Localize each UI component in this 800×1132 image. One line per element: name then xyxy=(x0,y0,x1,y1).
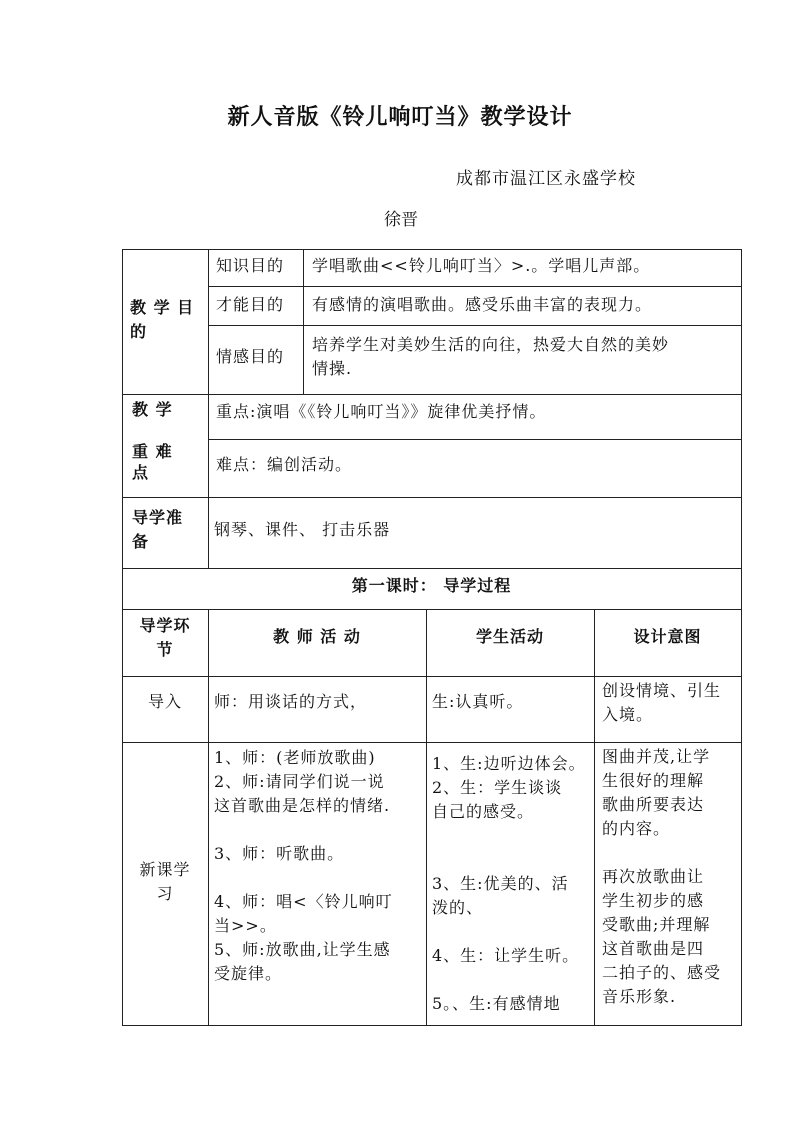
lesson-heading: 第一课时： 导学过程 xyxy=(351,576,512,595)
objectives-label: 教 学 目 的 xyxy=(130,298,195,341)
grid-line xyxy=(741,249,742,1026)
school-name: 成都市温江区永盛学校 xyxy=(456,169,636,189)
objective-text-knowledge: 学唱歌曲<<铃儿响叮当〉>.。学唱儿声部。 xyxy=(312,256,651,275)
column-header-teacher: 教 师 活 动 xyxy=(273,627,361,646)
table-row-intro-student: 生:认真听。 xyxy=(432,692,524,711)
table-row-intro-stage: 导入 xyxy=(147,692,182,711)
table-row-new-lesson-student: 1、生:边听边体会。 2、生：学生谈谈 自己的感受。 3、生:优美的、活 泼的、 4、生：让学生听。 5。、生:有感情地 xyxy=(432,754,586,1013)
grid-line xyxy=(122,394,741,395)
grid-line xyxy=(122,676,741,677)
grid-line xyxy=(208,609,209,1026)
grid-line xyxy=(594,609,595,1026)
grid-line xyxy=(208,325,741,326)
document-title: 新人音版《铃儿响叮当》教学设计 xyxy=(227,104,573,130)
objective-label-ability: 才能目的 xyxy=(216,295,285,314)
grid-line xyxy=(426,609,427,1026)
grid-line xyxy=(122,742,741,743)
key-point-important: 重点:演唱《《铃儿响叮当》》旋律优美抒情。 xyxy=(216,402,547,421)
grid-line xyxy=(208,249,209,569)
table-row-intro-teacher: 师：用谈话的方式， xyxy=(214,692,368,711)
objective-label-emotion: 情感目的 xyxy=(216,347,285,366)
column-header-intent: 设计意图 xyxy=(633,627,702,646)
grid-line xyxy=(122,568,741,569)
objective-label-knowledge: 知识目的 xyxy=(216,256,285,275)
grid-line xyxy=(303,249,304,394)
grid-line xyxy=(122,249,741,250)
grid-line xyxy=(122,497,741,498)
preparation-text: 钢琴、课件、 打击乐器 xyxy=(214,520,391,539)
grid-line xyxy=(208,439,741,440)
preparation-label: 导学准 备 xyxy=(132,508,184,551)
key-points-label: 教 学 重 难 点 xyxy=(132,400,173,482)
key-point-difficult: 难点：编创活动。 xyxy=(216,455,353,474)
grid-line xyxy=(122,1025,741,1026)
objective-text-ability: 有感情的演唱歌曲。感受乐曲丰富的表现力。 xyxy=(312,295,653,314)
column-header-student: 学生活动 xyxy=(475,627,544,646)
grid-line xyxy=(208,286,741,287)
table-row-intro-intent: 创设情境、引生 入境。 xyxy=(602,681,722,724)
grid-line xyxy=(122,609,741,610)
table-row-new-lesson-teacher: 1、师：(老师放歌曲) 2、师:请同学们说一说 这首歌曲是怎样的情绪. 3、师：听歌曲。 4、师：唱<〈铃儿响叮 当>>。 5、师:放歌曲,让学生感 受旋律。 xyxy=(214,748,393,983)
column-header-stage: 导学环 节 xyxy=(139,616,191,659)
table-row-new-lesson-intent: 图曲并茂,让学 生很好的理解 歌曲所要表达 的内容。 再次放歌曲让 学生初步的感 受歌曲;并理解 这首歌曲是四 二拍子的、感受 音乐形象. xyxy=(602,747,722,1006)
objective-text-emotion: 培养学生对美妙生活的向往，热爱大自然的美妙 情操. xyxy=(312,335,670,378)
table-row-new-lesson-stage: 新课学 习 xyxy=(139,860,191,903)
author-name: 徐晋 xyxy=(384,210,418,230)
